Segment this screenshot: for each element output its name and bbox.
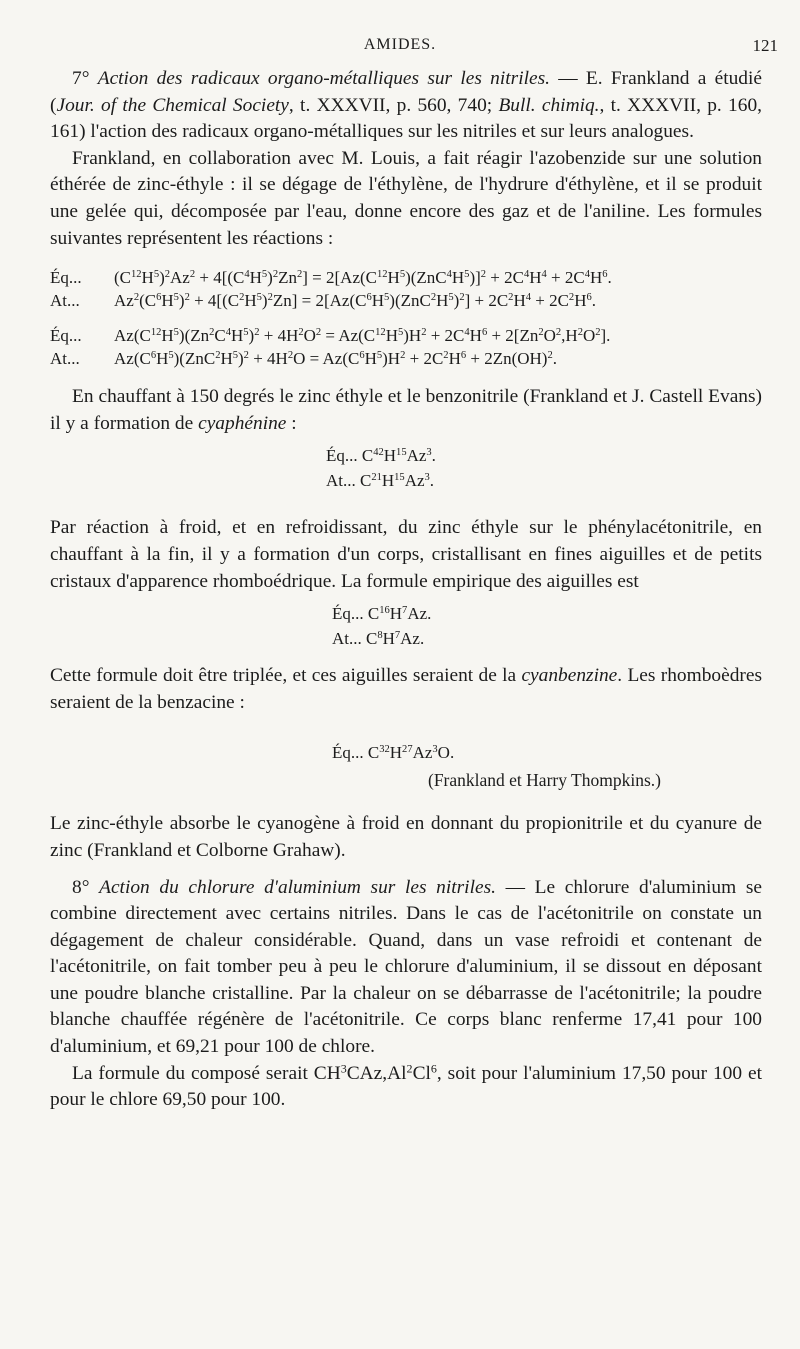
running-title: AMIDES. — [363, 36, 437, 53]
journal-title: Jour. of the Chemical Society — [56, 94, 289, 116]
section8-para1: 8° Action du chlorure d'aluminium sur les nitriles. — Le chlorure d'aluminium se combine directement avec certains nitriles. Dans le cas de l'acétonitrile on constate un dégagement de chaleur considérable. Quand, dans un vase refroidi et contenant de l'acétonitrile, on fait tomber peu à peu le chlorure d'aluminium, il se dissout en déposant une poudre blanche cristalline. Par la chaleur on se débarrasse de l'acétonitrile; la poudre blanche chauffée régénère de l'acétonitrile. Ce corps blanc renferme 17,41 pour 100 d'aluminium, et 69,21 pour 100 de chlore. — [50, 876, 763, 1058]
page-number: 121 — [752, 36, 778, 55]
section8-title: Action du chlorure d'aluminium sur les nitriles. — [99, 876, 496, 898]
cyaphenine-formula: Éq... $C^{42}H^{15}Az^3$. At... $C^{21}H^{15}Az^3$. — [326, 446, 436, 491]
thompkins-reference: (Frankland et Harry Thompkins.) — [428, 770, 661, 791]
section7-para5: Cette formule doit être triplée, et ces aiguilles seraient de la cyanbenzine. Les rhomboèdres seraient de la benzacine : — [50, 665, 762, 713]
equation-at-1: At... $Az^2(C^6H^5)^2 + 4[(C^2H^5)^2Zn] = 2[Az(C^6H^5)(ZnC^2H^5)^2] + 2C^2H^4 + 2C^2H^6$. — [50, 291, 596, 311]
section7-para3: En chauffant à 150 degrés le zinc éthyle et le benzonitrile (Frankland et J. Castell Evans) il y a formation de cyaphénine : — [50, 386, 762, 434]
section7-number: 7° — [72, 68, 90, 89]
reaction-equations — [50, 266, 762, 370]
bull-title: Bull. chimiq. — [498, 94, 600, 116]
section7-para4: Par réaction à froid, et en refroidissant, du zinc éthyle sur le phénylacétonitrile, en chauffant à la fin, il y a formation d'un corps, cristallisant en fines aiguilles et de petits cristaux d'apparence rhomboédrique. La formule empirique des aiguilles est — [50, 517, 762, 592]
section7-para6: Le zinc-éthyle absorbe le cyanogène à froid en donnant du propionitrile et du cyanure de zinc (Frankland et Colborne Grahaw). — [50, 813, 762, 861]
section7-para2: Frankland, en collaboration avec M. Louis, a fait réagir l'azobenzide sur une solution éthérée de zinc-éthyle : il se dégage de l'éthylène, de l'hydrure d'éthylène, et il se produit une gelée qui, décomposée par l'eau, donne encore des gaz et de l'aniline. Les formules suivantes représentent les réactions : — [50, 147, 762, 249]
section8-para2: La formule du composé serait $CH^3CAz,Al^2Cl^6$, soit pour l'aluminium 17,50 pour 100 et pour le chlore 69,50 pour 100. — [50, 1061, 762, 1111]
benzacine-formula: Éq... $C^{32}H^{27}Az^3O$. — [332, 743, 455, 763]
equation-at-2: At... $Az(C^6H^5)(ZnC^2H^5)^2 + 4H^2O = Az(C^6H^5)H^2 + 2C^2H^6 + 2Zn(OH)^2$. — [50, 349, 557, 369]
equation-eq-2: Éq... $Az(C^{12}H^5)(Zn^2C^4H^5)^2 + 4H^2O^2 = Az(C^{12}H^5)H^2 + 2C^4H^6 + 2[Zn^2O^2,H^2O^2]$. — [50, 326, 611, 346]
running-head — [0, 36, 800, 60]
needles-formula: Éq... $C^{16}H^7Az$. At... $C^8H^7Az$. — [332, 604, 432, 649]
cyanbenzine-term: cyanbenzine — [521, 665, 618, 687]
body-text — [50, 66, 762, 1114]
section8-number: 8° — [72, 876, 90, 898]
cyaphenine-term: cyaphénine — [198, 412, 287, 434]
equation-eq-1: Éq... $(C^{12}H^5)^2Az^2 + 4[(C^4H^5)^2Zn^2] = 2[Az(C^{12}H^5)(ZnC^4H^5)]^2 + 2C^4H^4 + 2C^4H^6$. — [50, 268, 612, 288]
section7-title: Action des radicaux organo-métalliques sur les nitriles. — [97, 68, 550, 89]
section7-intro: 7° Action des radicaux organo-métalliques sur les nitriles. — E. Frankland a étudié (Jour. of the Chemical Society, t. XXXVII, p. 560, 740; Bull. chimiq., t. XXXVII, p. 160, 161) l'action des radicaux organo-métalliques sur les nitriles et sur leurs analogues. — [50, 68, 762, 143]
